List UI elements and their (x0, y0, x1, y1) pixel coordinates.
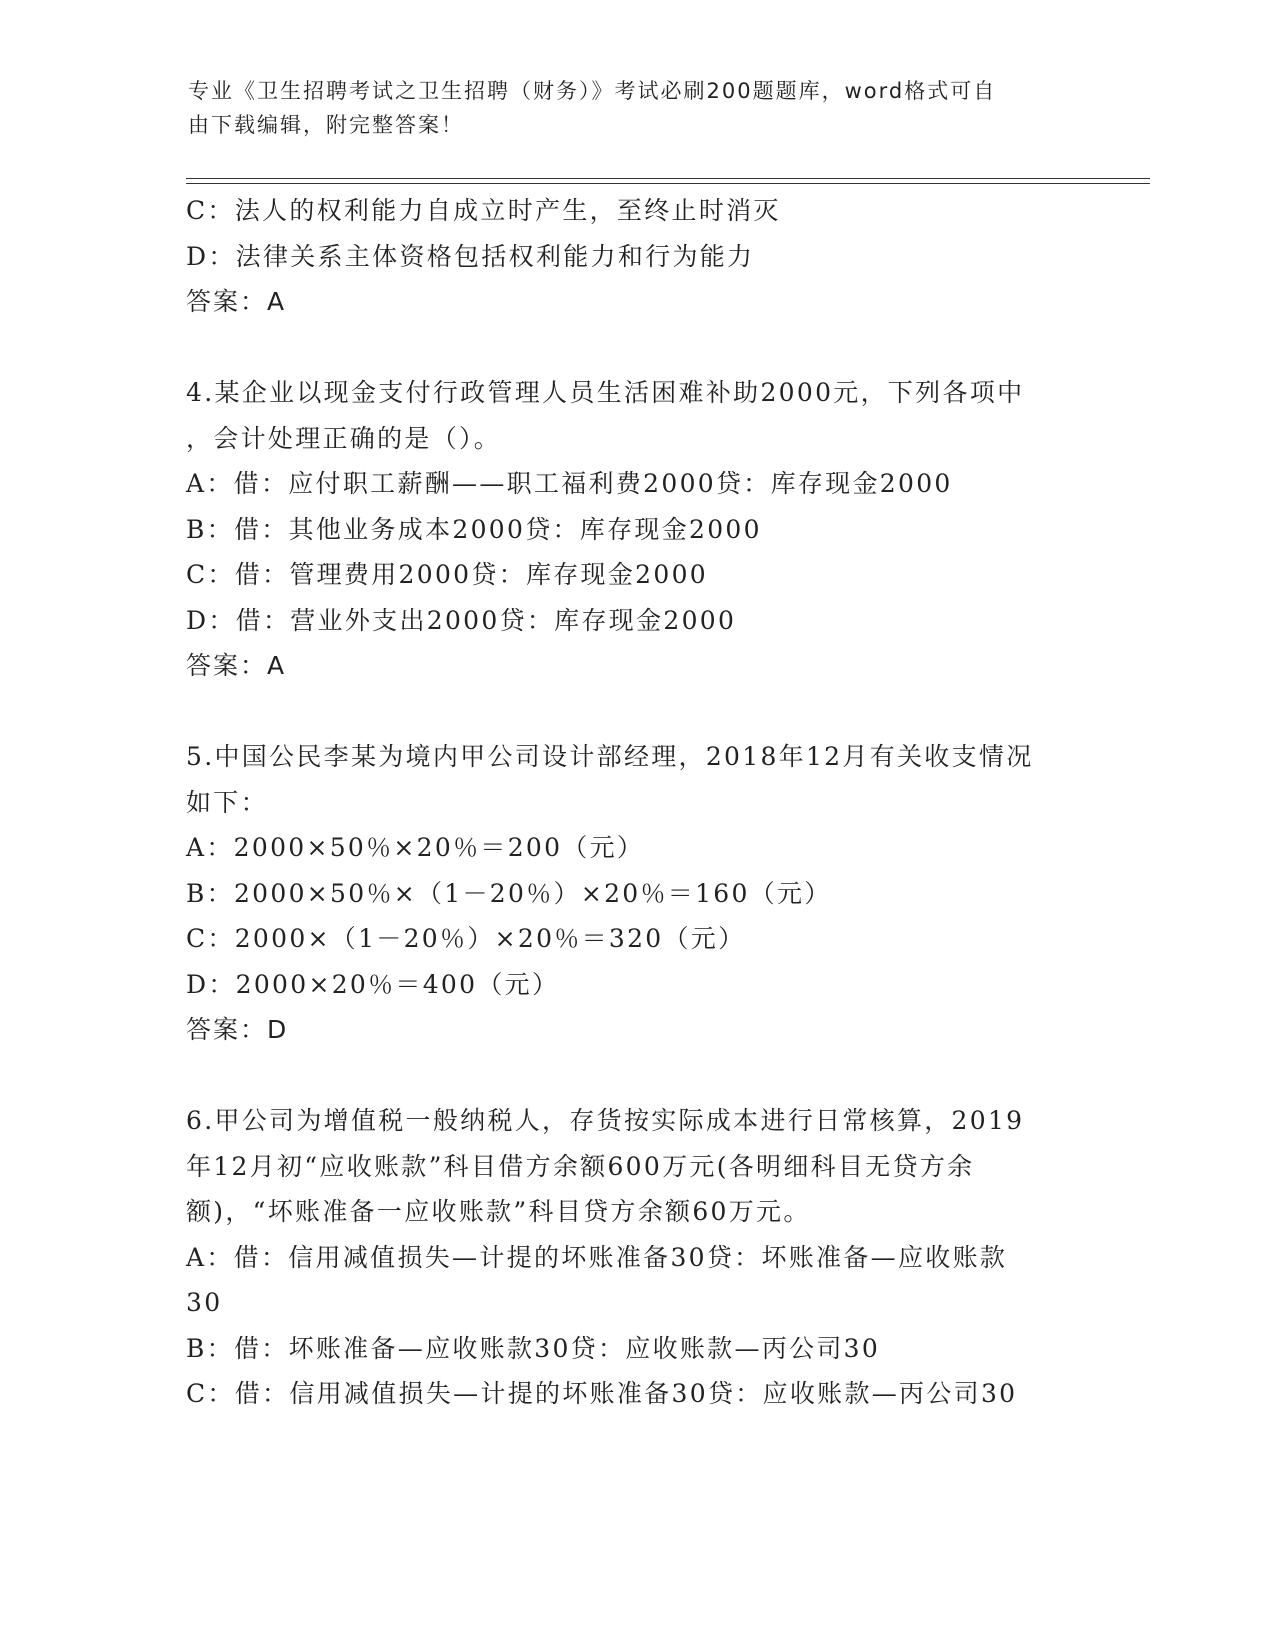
spacer (186, 689, 1186, 735)
header-divider-bottom (186, 183, 1150, 184)
q4-option-d: D：借：营业外支出2000贷：库存现金2000 (186, 605, 737, 635)
q5-option-d: D：2000×20％＝400（元） (186, 969, 560, 999)
q3-option-d: D：法律关系主体资格包括权利能力和行为能力 (186, 241, 755, 271)
document-header (188, 74, 1068, 142)
q5-answer: 答案：D (186, 1015, 289, 1044)
question-5 (186, 734, 1186, 1053)
q6-option-c: C：借：信用减值损失—计提的坏账准备30贷：应收账款—丙公司30 (186, 1379, 1018, 1408)
question-3-tail (186, 188, 1186, 325)
q4-answer: 答案：A (186, 651, 287, 680)
q6-stem-line-1: 6.甲公司为增值税一般纳税人，存货按实际成本进行日常核算，2019 (186, 1106, 1025, 1135)
q4-stem-line-1: 4.某企业以现金支付行政管理人员生活困难补助2000元，下列各项中 (186, 378, 1025, 407)
q5-option-b: B：2000×50％×（1－20％）×20％＝160（元） (186, 878, 832, 908)
q6-stem-line-2: 年12月初“应收账款”科目借方余额600万元(各明细科目无贷方余 (186, 1151, 975, 1181)
spacer (186, 1053, 1186, 1099)
q3-option-c: C：法人的权利能力自成立时产生，至终止时消灭 (186, 196, 781, 225)
header-title-line-1: 专业《卫生招聘考试之卫生招聘（财务）》考试必刷200题题库，word格式可自 (188, 79, 997, 103)
q5-stem-line-2: 如下： (186, 787, 268, 817)
spacer (186, 325, 1186, 371)
q6-option-b: B：借：坏账准备—应收账款30贷：应收账款—丙公司30 (186, 1333, 881, 1363)
document-body (186, 188, 1186, 1417)
q4-stem-line-2: ，会计处理正确的是（）。 (186, 423, 502, 453)
header-divider-top (186, 178, 1150, 179)
q5-stem-line-1: 5.中国公民李某为境内甲公司设计部经理，2018年12月有关收支情况 (186, 742, 1034, 771)
header-title-line-2: 由下载编辑，附完整答案！ (188, 113, 464, 137)
q3-answer: 答案：A (186, 287, 287, 316)
question-4 (186, 370, 1186, 689)
q4-option-a: A：借：应付职工薪酬——职工福利费2000贷：库存现金2000 (186, 469, 953, 498)
q6-option-a-line-1: A：借：信用减值损失—计提的坏账准备30贷：坏账准备—应收账款 (186, 1242, 1008, 1272)
q5-option-c: C：2000×（1－20％）×20％＝320（元） (186, 924, 746, 953)
q5-option-a: A：2000×50％×20％＝200（元） (186, 833, 645, 862)
q4-option-c: C：借：管理费用2000贷：库存现金2000 (186, 560, 708, 589)
question-6 (186, 1098, 1186, 1417)
q6-option-a-line-2: 30 (186, 1288, 223, 1317)
q4-option-b: B：借：其他业务成本2000贷：库存现金2000 (186, 514, 762, 544)
q6-stem-line-3: 额)，“坏账准备一应收账款”科目贷方余额60万元。 (186, 1197, 811, 1226)
